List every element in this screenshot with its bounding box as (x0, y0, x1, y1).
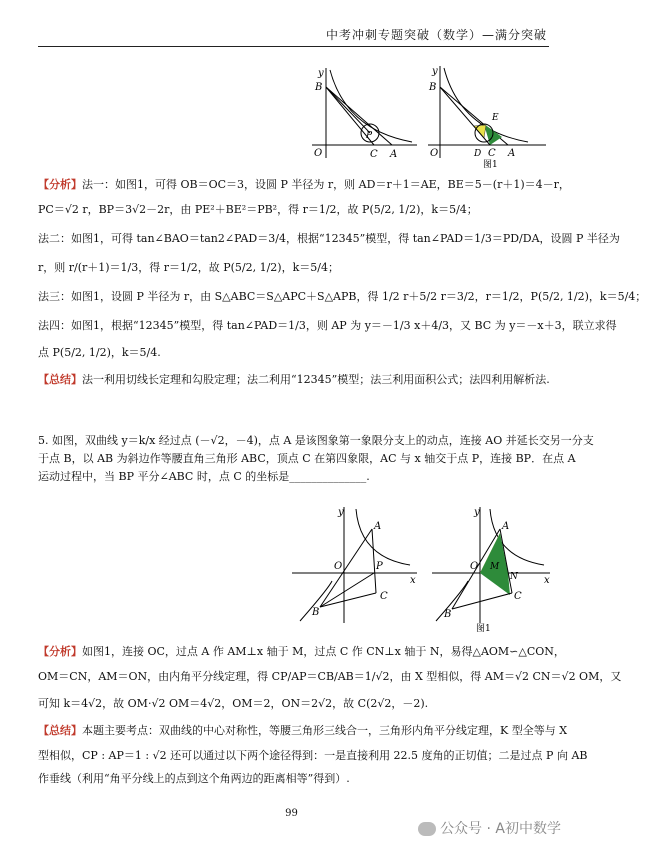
summary2-tag: 【总结】 (38, 724, 82, 737)
analysis2-tag: 【分析】 (38, 645, 82, 658)
summary-text: 法一利用切线长定理和勾股定理；法二利用“12345”模型；法三利用面积公式；法四利用解析法. (82, 373, 550, 386)
label-A: A (390, 149, 398, 160)
label-O-2: O (430, 148, 439, 159)
summary-tag: 【总结】 (38, 373, 82, 386)
analysis-line: r，则 r/(r＋1)＝1/3，得 r＝1/2，故 P(5/2, 1/2)，k＝5/4； (38, 261, 339, 274)
problem-line: 5. 如图，双曲线 y＝k/x 经过点 (－√2，－4)，点 A 是该图象第一象限分支上的动点，连接 AO 并延长交另一分支 (38, 434, 594, 447)
caption-fig2: 图1 (476, 624, 491, 634)
label-C-f2r: C (514, 591, 522, 602)
label-y: y (318, 68, 324, 79)
analysis-line: 法三：如图1，设圆 P 半径为 r，由 S△ABC＝S△APC＋S△APB，得 1/2 r＋5/2 r＝3/2，r＝1/2，P(5/2, 1/2)，k＝5/4； (38, 290, 646, 303)
analysis-line: PC＝√2 r，BP＝3√2－2r，由 PE²＋BE²＝PB²，得 r＝1/2，故 P(5/2, 1/2)，k＝5/4； (38, 203, 478, 216)
label-O: O (314, 148, 323, 159)
analysis-1 (38, 177, 646, 387)
label-D: D (474, 149, 482, 159)
watermark-text: 公众号 · A初中数学 (440, 821, 561, 837)
analysis2-line: 可知 k＝4√2，故 OM·√2 OM＝4√2，OM＝2，ON＝2√2，故 C(2√2，－2). (38, 697, 429, 710)
analysis-line: 法一：如图1，可得 OB＝OC＝3，设圆 P 半径为 r，则 AD＝r＋1＝AE，BE＝5－(r＋1)＝4－r， (82, 178, 570, 191)
summary2-line: 型相似，CP : AP＝1 : √2 还可以通过以下两个途径得到：一是直接利用 22.5 度角的正切值；二是过点 P 向 AB (38, 749, 588, 762)
figure-2-left (292, 505, 422, 625)
watermark (418, 818, 561, 838)
problem-5 (38, 432, 594, 486)
analysis-line: 法四：如图1，根据“12345”模型，得 tan∠PAD＝1/3，则 AP 为 y＝－1/3 x＋4/3，又 BC 为 y＝－x＋3，联立求得 (38, 319, 617, 332)
summary2-line: 作垂线（利用“角平分线上的点到这个角两边的距离相等”得到）. (38, 772, 350, 785)
label-x-f2r: x (544, 575, 550, 586)
label-B-2: B (429, 82, 437, 93)
problem-line: 于点 B，以 AB 为斜边作等腰直角三角形 ABC，顶点 C 在第四象限，AC 与 x 轴交于点 P，连接 BP．在点 A (38, 452, 576, 465)
label-O-f2r: O (470, 561, 479, 572)
analysis-2 (38, 644, 622, 786)
summary2-line: 本题主要考点：双曲线的中心对称性，等腰三角形三线合一，三角形内角平分线定理，K 型全等与 X (82, 724, 568, 737)
label-y-2: y (432, 66, 438, 77)
analysis2-line: OM＝CN，AM＝ON，由内角平分线定理，得 CP/AP＝CB/AB＝1/√2，由 X 型相似，得 AM＝√2 CN＝√2 OM，又 (38, 670, 622, 683)
header-title: 中考冲刺专题突破（数学）—满分突破 (325, 28, 547, 42)
problem-line: 运动过程中，当 BP 平分∠ABC 时，点 C 的坐标是______________. (38, 470, 370, 483)
label-B-f2: B (312, 607, 320, 618)
page-number: 99 (285, 808, 298, 819)
label-E: E (492, 113, 499, 123)
label-B-f2r: B (444, 609, 452, 620)
figure-1-right (428, 60, 548, 170)
analysis-line: 法二：如图1，可得 tan∠BAO＝tan2∠PAD＝3/4，根据“12345”模型，得 tan∠PAD＝1/3＝PD/DA，设圆 P 半径为 (38, 232, 620, 245)
label-y-f2: y (338, 507, 344, 518)
analysis-line: 点 P(5/2, 1/2)，k＝5/4. (38, 346, 161, 359)
label-C-2: C (488, 148, 496, 159)
header-rule (38, 46, 549, 47)
label-C-f2: C (380, 591, 388, 602)
analysis-tag: 【分析】 (38, 178, 82, 191)
label-C: C (370, 149, 378, 160)
wechat-icon (418, 822, 436, 836)
page-header (0, 22, 583, 46)
label-A-f2: A (374, 521, 382, 532)
analysis2-line: 如图1，连接 OC，过点 A 作 AM⊥x 轴于 M，过点 C 作 CN⊥x 轴于 N，易得△AOM∽△CON， (82, 645, 565, 658)
figure-1-left (312, 60, 422, 160)
label-B: B (315, 82, 323, 93)
label-P: P (366, 131, 373, 141)
label-P-f2: P (376, 561, 383, 572)
label-x-f2: x (410, 575, 416, 586)
label-A-2: A (508, 148, 516, 159)
label-M-f2r: M (490, 562, 500, 572)
caption-fig1: 图1 (483, 160, 498, 170)
label-y-f2r: y (474, 507, 480, 518)
figure-2-right (432, 505, 552, 635)
label-A-f2r: A (502, 521, 510, 532)
label-N-f2r: N (510, 572, 518, 582)
label-O-f2: O (334, 561, 343, 572)
